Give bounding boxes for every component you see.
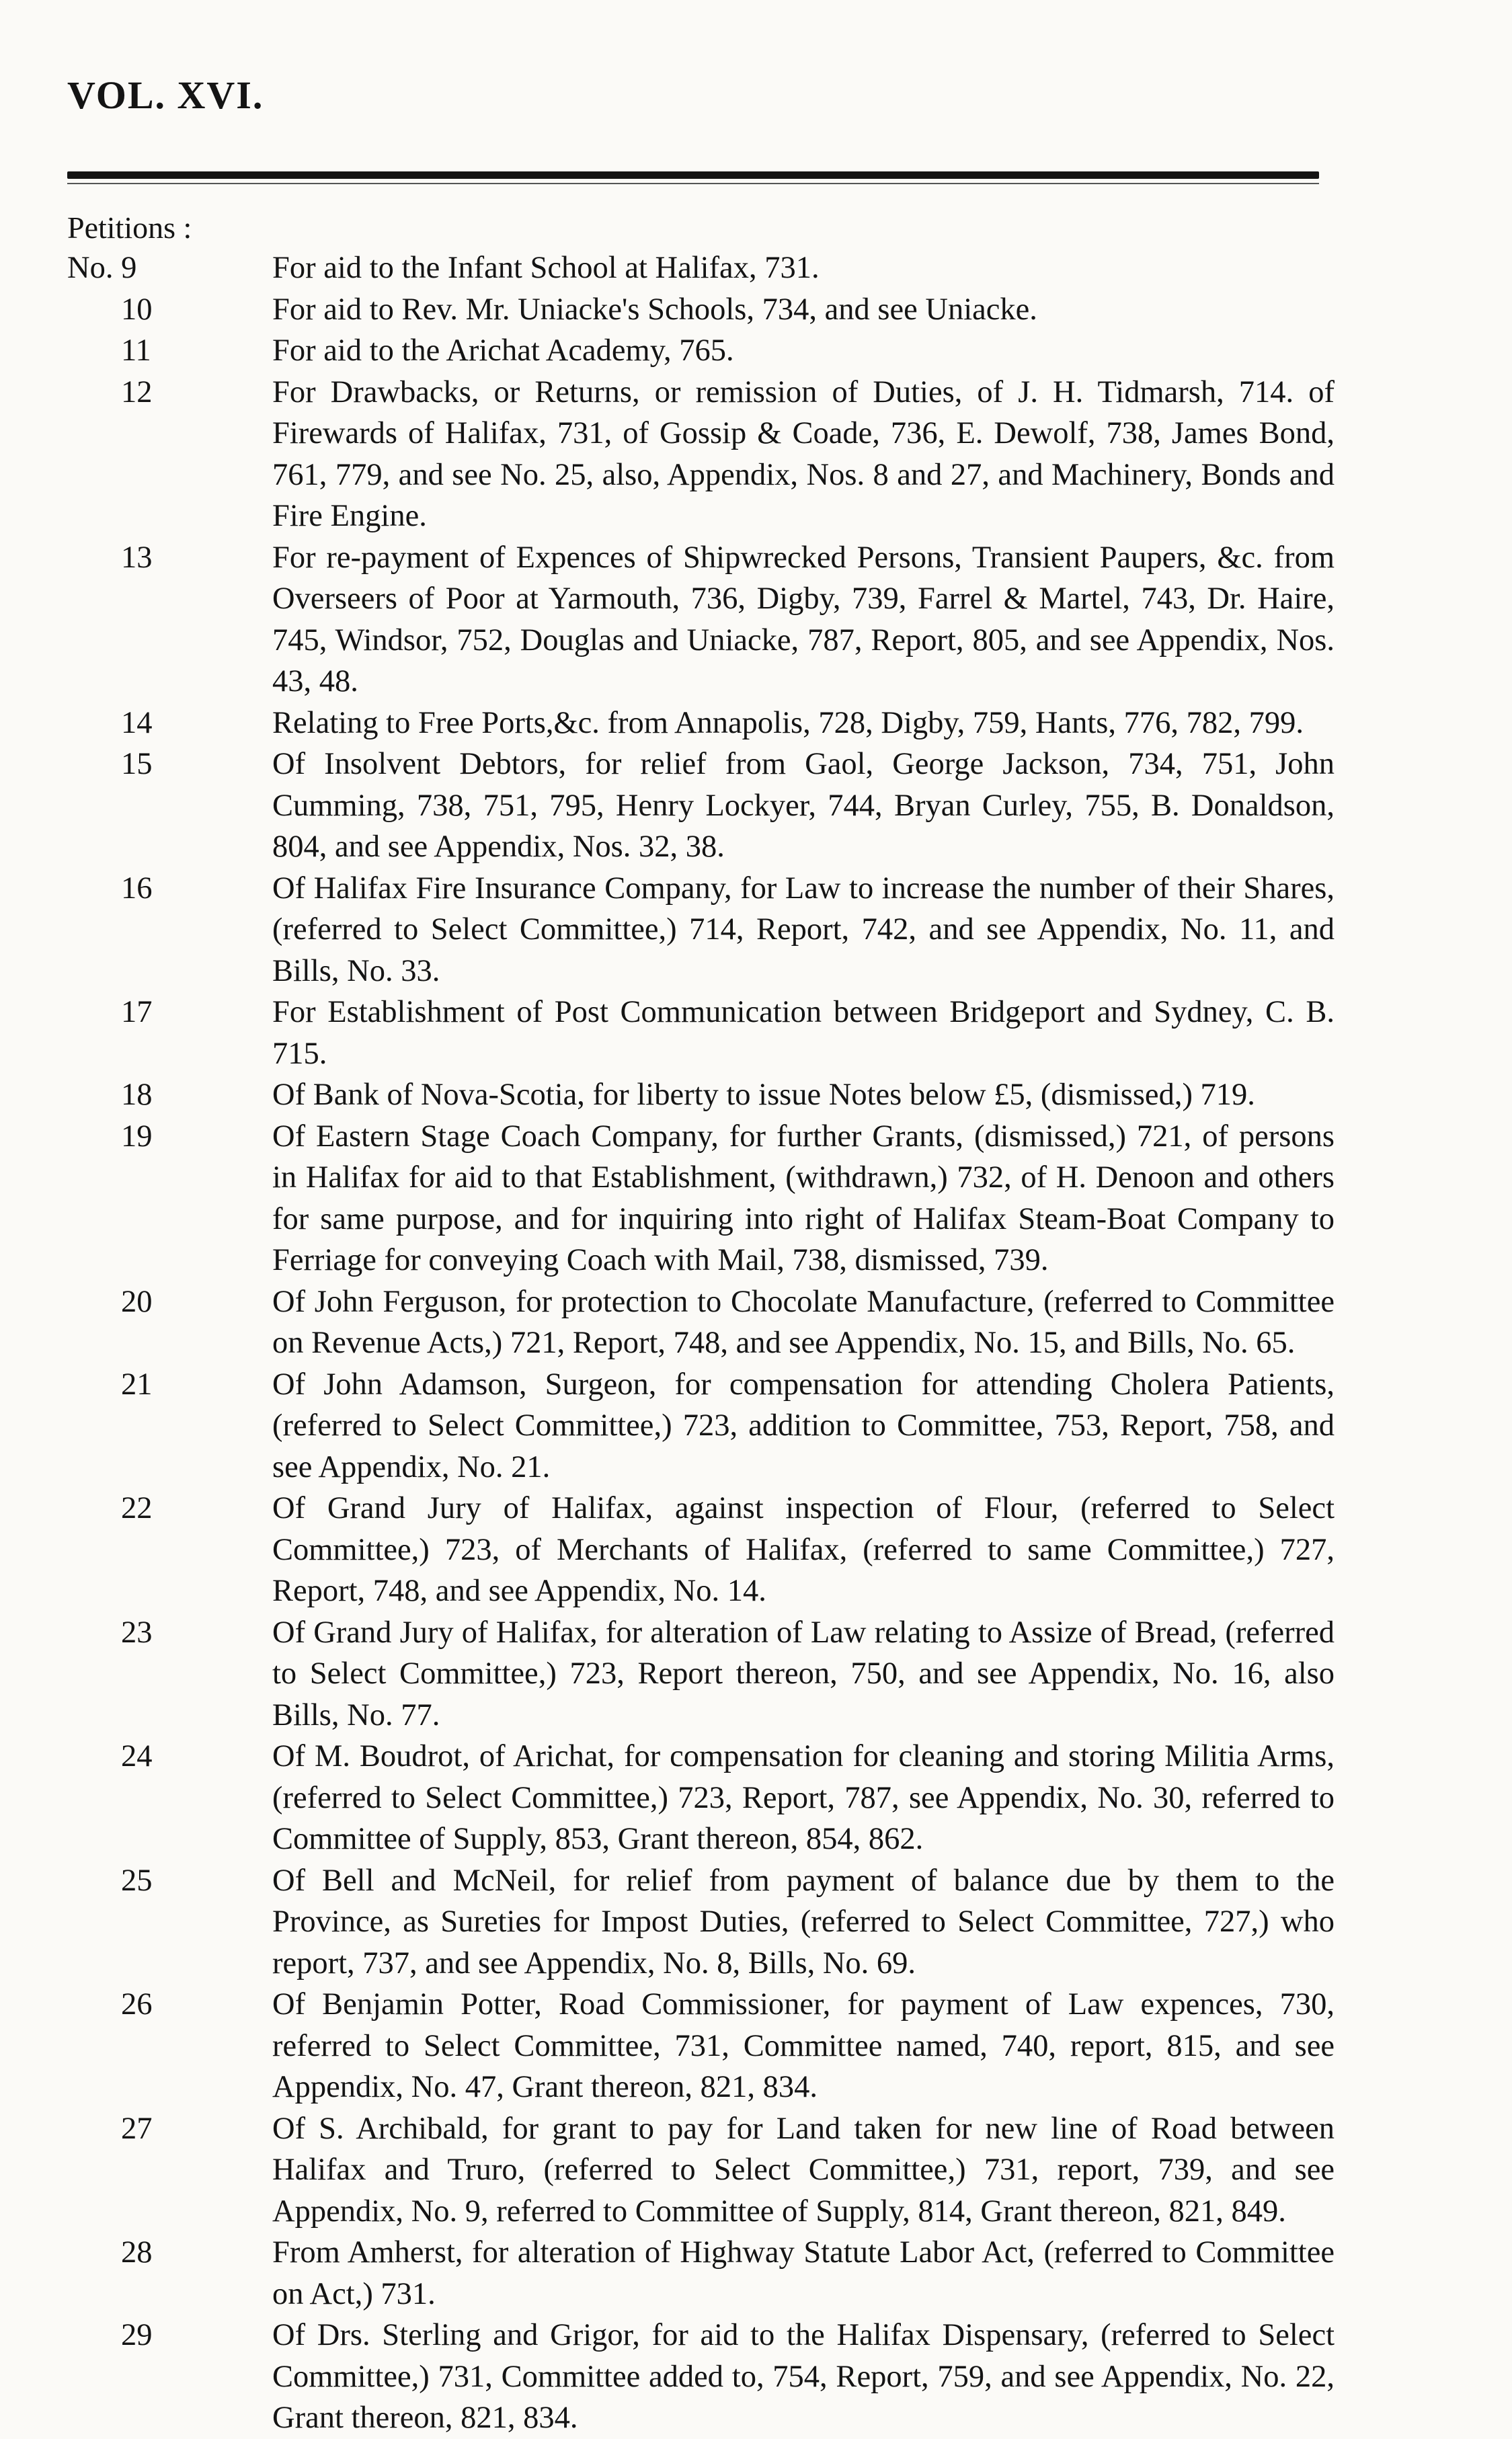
entry-number: 23 [121,1615,153,1650]
list-item [67,330,1335,372]
entry-text: For aid to Rev. Mr. Uniacke's Schools, 734, and see Uniacke. [272,292,1037,327]
header-rule [67,171,1319,179]
entry-number: 20 [121,1284,153,1319]
entry-number: 15 [121,747,153,781]
entry-number: 19 [121,1119,153,1154]
list-item [67,1860,1335,1985]
entry-text: Of Eastern Stage Coach Company, for further Grants, (dismissed,) 721, of persons in Halifax for aid to that Establishment, (withdrawn,) 732, of H. Denoon and others for same purpose, and for inquiring into right of Halifax Steam-Boat Company to Ferriage for conveying Coach with Mail, 738, dismissed, 739. [272,1119,1335,1277]
entry-text: Of Grand Jury of Halifax, against inspection of Flour, (referred to Select Committee,) 723, of Merchants of Halifax, (referred to same Committee,) 727, Report, 748, and see Appendix, No. 14. [272,1491,1335,1608]
entry-number: 14 [121,705,153,740]
entry-text: For Drawbacks, or Returns, or remission of Duties, of J. H. Tidmarsh, 714. of Firewards of Halifax, 731, of Gossip & Coade, 736, E. Dewolf, 738, James Bond, 761, 779, and see No. 25, also, Appendix, Nos. 8 and 27, and Machinery, Bonds and Fire Engine. [272,374,1335,533]
entry-text: For re-payment of Expences of Shipwrecked Persons, Transient Paupers, &c. from Overseers of Poor at Yarmouth, 736, Digby, 739, Farrel & Martel, 743, Dr. Haire, 745, Windsor, 752, Douglas and Uniacke, 787, Report, 805, and see Appendix, Nos. 43, 48. [272,540,1335,698]
volume-header: VOL. XVI. [67,73,264,117]
entry-number: 11 [121,333,151,368]
entry-text: Of Halifax Fire Insurance Company, for Law to increase the number of their Shares, (referred to Select Committee,) 714, Report, 742, and see Appendix, No. 11, and Bills, No. 33. [272,871,1335,988]
entry-text: Of Bank of Nova-Scotia, for liberty to issue Notes below £5, (dismissed,) 719. [272,1078,1255,1112]
list-item [67,1736,1335,1860]
list-item [67,2315,1335,2439]
list-item [67,868,1335,992]
entry-number: 22 [121,1491,153,1525]
entry-text: Of John Ferguson, for protection to Chocolate Manufacture, (referred to Committee on Revenue Acts,) 721, Report, 748, and see Appendix, No. 15, and Bills, No. 65. [272,1284,1335,1360]
entry-number: 25 [121,1863,153,1898]
entry-number: 27 [121,2111,153,2146]
entry-text: Of Bell and McNeil, for relief from payment of balance due by them to the Province, as Sureties for Impost Duties, (referred to Select Committee, 727,) who report, 737, and see Appendix, No. 8, Bills, No. 69. [272,1863,1335,1981]
entry-number: 29 [121,2318,153,2352]
list-item [67,289,1335,331]
entry-text: Of Grand Jury of Halifax, for alteration of Law relating to Assize of Bread, (referred to Select Committee,) 723, Report thereon, 750, and see Appendix, No. 16, also Bills, No. 77. [272,1615,1335,1732]
entry-text: Of Benjamin Potter, Road Commissioner, for payment of Law expences, 730, referred to Select Committee, 731, Committee named, 740, report, 815, and see Appendix, No. 47, Grant thereon, 821, 834. [272,1987,1335,2104]
entry-text: For Establishment of Post Communication between Bridgeport and Sydney, C. B. 715. [272,995,1335,1071]
entry-text: Of S. Archibald, for grant to pay for Land taken for new line of Road between Halifax and Truro, (referred to Select Committee,) 731, report, 739, and see Appendix, No. 9, referred to Committee of Supply, 814, Grant thereon, 821, 849. [272,2111,1335,2229]
entry-number: 12 [121,374,153,409]
entry-number: 13 [121,540,153,575]
list-item [67,1074,1335,1116]
entry-text: For aid to the Arichat Academy, 765. [272,333,734,368]
list-item [67,1488,1335,1612]
entry-number: No. 9 [67,251,137,285]
entry-number: 26 [121,1987,153,2022]
list-item [67,372,1335,537]
entry-number: 17 [121,995,153,1029]
petition-list [67,247,1335,2439]
entry-text: From Amherst, for alteration of Highway Statute Labor Act, (referred to Committee on Act,) 731. [272,2235,1335,2311]
header-rule-thin [67,183,1319,184]
list-item [67,1281,1335,1364]
entry-text: Relating to Free Ports,&c. from Annapolis, 728, Digby, 759, Hants, 776, 782, 799. [272,705,1304,740]
entry-text: Of John Adamson, Surgeon, for compensation for attending Cholera Patients, (referred to Select Committee,) 723, addition to Committee, 753, Report, 758, and see Appendix, No. 21. [272,1367,1335,1484]
entry-number: 24 [121,1739,153,1773]
list-item [67,1364,1335,1488]
entry-text: Of M. Boudrot, of Arichat, for compensation for cleaning and storing Militia Arms, (referred to Select Committee,) 723, Report, 787, see Appendix, No. 30, referred to Committee of Supply, 853, Grant thereon, 854, 862. [272,1739,1335,1856]
entry-number: 28 [121,2235,153,2270]
list-item [67,2108,1335,2233]
list-item [67,703,1335,744]
section-title: Petitions : [67,210,192,245]
list-item [67,744,1335,868]
list-item [67,2232,1335,2315]
list-item [67,1984,1335,2108]
list-item [67,1116,1335,1281]
entry-number: 18 [121,1078,153,1112]
list-item [67,537,1335,703]
entry-number: 21 [121,1367,153,1402]
entry-text: Of Insolvent Debtors, for relief from Gaol, George Jackson, 734, 751, John Cumming, 738, 751, 795, Henry Lockyer, 744, Bryan Curley, 755, B. Donaldson, 804, and see Appendix, Nos. 32, 38. [272,747,1335,864]
entry-number: 10 [121,292,153,327]
entry-number: 16 [121,871,153,906]
entry-text: For aid to the Infant School at Halifax, 731. [272,251,820,285]
entry-text: Of Drs. Sterling and Grigor, for aid to the Halifax Dispensary, (referred to Select Committee,) 731, Committee added to, 754, Report, 759, and see Appendix, No. 22, Grant thereon, 821, 834. [272,2318,1335,2435]
list-item [67,247,1335,289]
list-item [67,1612,1335,1736]
list-item [67,992,1335,1074]
